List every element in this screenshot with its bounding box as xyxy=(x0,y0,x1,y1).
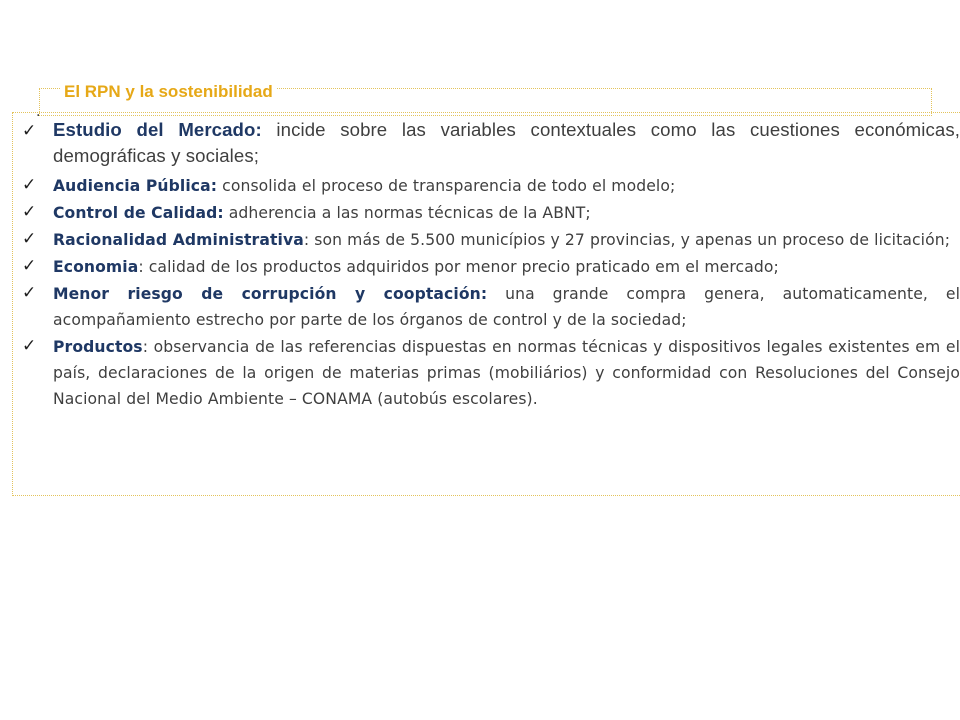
list-item-productos xyxy=(22,334,960,412)
item-description: adherencia a las normas técnicas de la ABNT; xyxy=(223,204,591,222)
checkmark-icon: ✓ xyxy=(22,256,37,276)
bullet-list xyxy=(22,117,960,413)
checkmark-icon: ✓ xyxy=(22,121,37,141)
list-item-estudio-mercado xyxy=(22,117,960,169)
item-term: Racionalidad Administrativa xyxy=(53,231,304,249)
item-description: una grande compra genera, automaticamente, el acompañamiento estrecho por parte de los órganos de control y de la sociedad; xyxy=(53,285,960,329)
checkmark-icon: ✓ xyxy=(22,283,37,303)
checkmark-icon: ✓ xyxy=(22,202,37,222)
dot-marker: . xyxy=(36,104,41,120)
checkmark-icon: ✓ xyxy=(22,175,37,195)
list-item-control-calidad xyxy=(22,200,960,226)
item-description: : observancia de las referencias dispuestas en normas técnicas y dispositivos legales existentes em el país, declaraciones de la origen de materias primas (mobiliários) y conformidad con Resoluciones del Consejo Nacional del Medio Ambiente – CONAMA (autobús escolares). xyxy=(53,338,960,408)
list-item-audiencia-publica xyxy=(22,173,960,199)
list-item-economia xyxy=(22,254,960,280)
item-term: Control de Calidad: xyxy=(53,204,224,222)
item-term: Economia xyxy=(53,258,139,276)
item-description: : calidad de los productos adquiridos por menor precio praticado em el mercado; xyxy=(138,258,779,276)
checkmark-icon: ✓ xyxy=(22,229,37,249)
item-description: incide sobre las variables contextuales como las cuestiones económicas, demográficas y sociales; xyxy=(53,119,960,166)
list-item-racionalidad-administrativa xyxy=(22,227,960,253)
checkmark-icon: ✓ xyxy=(22,336,37,356)
slide-title: El RPN y la sostenibilidad xyxy=(60,80,277,104)
item-term: Menor riesgo de corrupción y cooptación: xyxy=(53,285,488,303)
item-term: Audiencia Pública: xyxy=(53,177,218,195)
item-term: Productos xyxy=(53,338,143,356)
list-item-menor-riesgo xyxy=(22,281,960,333)
item-description: consolida el proceso de transparencia de todo el modelo; xyxy=(217,177,676,195)
item-description: : son más de 5.500 municípios y 27 provincias, y apenas un proceso de licitación; xyxy=(303,231,951,249)
item-term: Estudio del Mercado: xyxy=(53,119,262,140)
